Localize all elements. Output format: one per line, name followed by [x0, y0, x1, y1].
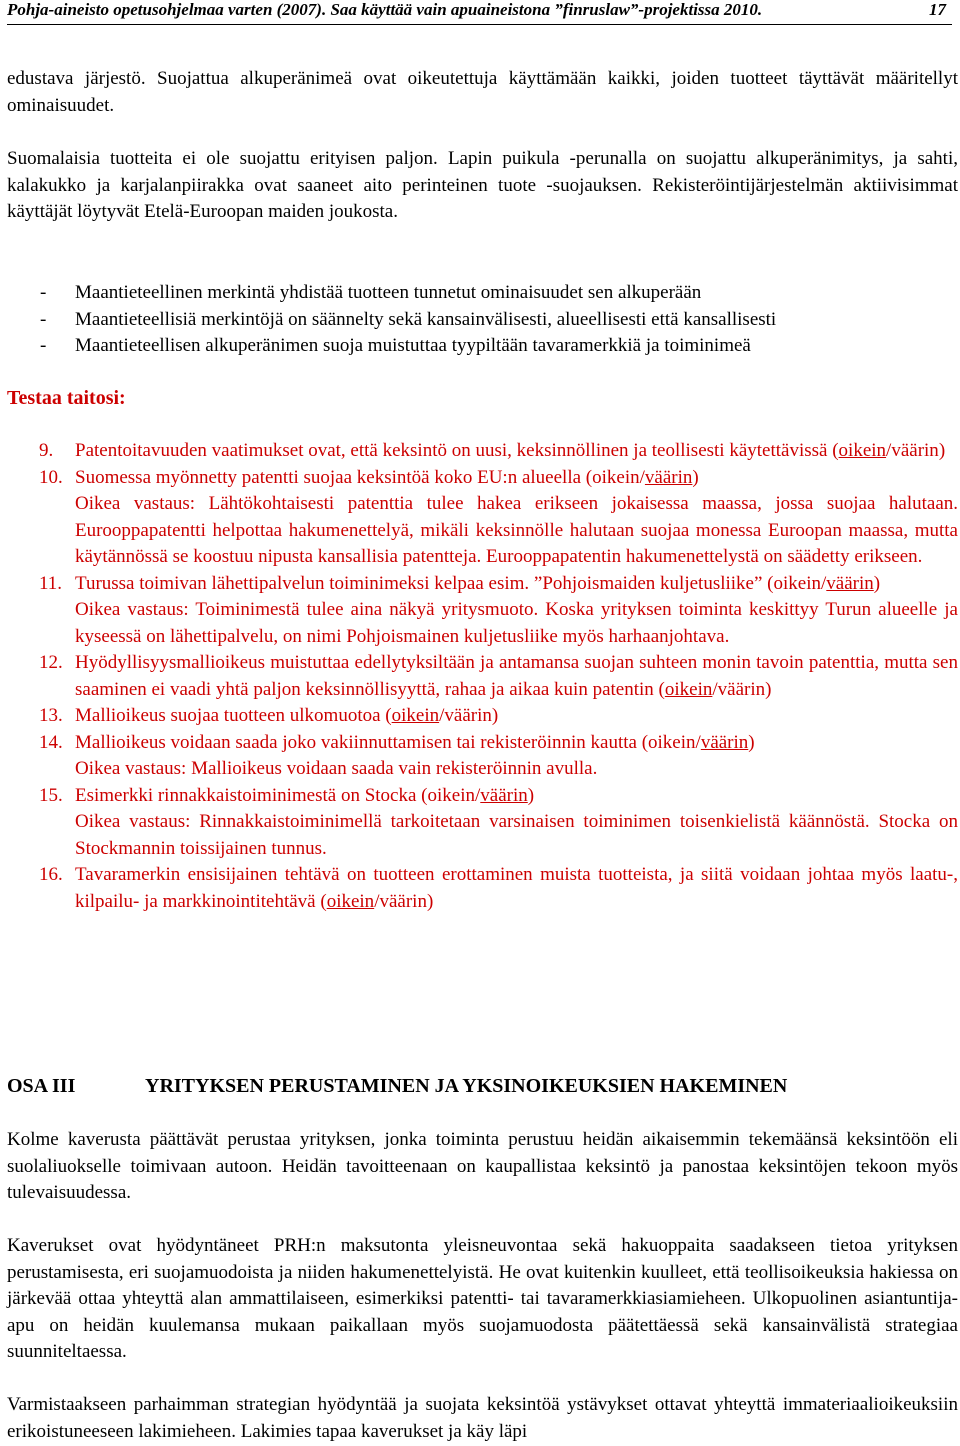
question-text: Hyödyllisyysmallioikeus muistuttaa edellytyksiltään ja antamansa suojan suhteen monin tavoin patenttia, mutta sen saaminen ei vaadi yhtä paljon keksinnöllisyyttä, rahaa ja aikaa kuin patentin (oikein/väärin)	[75, 652, 958, 700]
question-text: Patentoitavuuden vaatimukset ovat, että keksintö on uusi, keksinnöllinen ja teollisesti käytettävissä (oikein/väärin)	[75, 440, 946, 461]
finnish-products-paragraph: Suomalaisia tuotteita ei ole suojattu erityisen paljon. Lapin puikula -perunalla on suojattu alkuperänimitys, ja sahti, kalakukko ja karjalanpiirakka ovat saaneet aito perinteinen tuote -suojauksen. Rekisteröintijärjestelmän aktiivisimmat käyttäjät löytyvät Etelä-Euroopan maiden joukosta.	[7, 148, 958, 222]
question-number: 11.	[39, 572, 63, 594]
bullet-dash: -	[40, 282, 47, 303]
question-number: 9.	[39, 440, 54, 461]
page-number: 17	[929, 0, 946, 19]
correct-answer: Oikea vastaus: Mallioikeus voidaan saada vain rekisteröinnin avulla.	[75, 758, 598, 779]
answer-option-false: väärin	[644, 466, 693, 488]
answer-option-false: väärin	[700, 731, 749, 753]
question-number: 14.	[39, 731, 63, 753]
question-item	[7, 571, 958, 651]
correct-answer: Oikea vastaus: Lähtökohtaisesti patenttia tulee hakea erikseen jokaisessa maassa, jossa suojaa halutaan. Eurooppapatentti helpottaa hakumenettelyä, mikäli keksinnölle halutaan suojaa monessa Euroopan maassa, mutta käytännössä se koostuu nipusta kansallisia patentteja. Eurooppapatentin hakumenettelystä on säädetty erikseen.	[75, 493, 958, 567]
list-item	[7, 307, 958, 334]
question-item	[7, 650, 958, 703]
correct-answer: Oikea vastaus: Rinnakkaistoiminimellä tarkoitetaan varsinaisen toiminimen toisenkielistä käännöstä. Stocka on Stockmannin toissijainen tunnus.	[75, 811, 958, 859]
page-header	[7, 0, 952, 25]
answer-option-true: oikein	[773, 572, 822, 594]
section-title: YRITYKSEN PERUSTAMINEN JA YKSINOIKEUKSIEN HAKEMINEN	[145, 1075, 788, 1097]
question-text: Esimerkki rinnakkaistoiminimestä on Stocka (oikein/väärin)	[75, 784, 535, 806]
body-paragraph: Kolme kaverusta päättävät perustaa yrityksen, jonka toiminta perustuu heidän aikaisemmin tekemäänsä keksintöön eli suolaliuokselle toimivaan autoon. Heidän tavoitteenaan on kaupallistaa keksintö ja panostaa keksintöjen tekoon myös tulevaisuudessa.	[7, 1129, 958, 1203]
header-title: Pohja-aineisto opetusohjelmaa varten (2007). Saa käyttää vain apuaineistona ”finruslaw”-projektissa 2010.	[7, 0, 763, 19]
bullet-text: Maantieteellinen merkintä yhdistää tuotteen tunnetut ominaisuudet sen alkuperään	[75, 282, 702, 303]
question-item	[7, 465, 958, 571]
question-text: Suomessa myönnetty patentti suojaa keksintöä koko EU:n alueella (oikein/väärin)	[75, 466, 699, 488]
question-list	[7, 438, 958, 915]
answer-option-true: oikein	[648, 731, 696, 753]
question-item	[7, 862, 958, 915]
question-item	[7, 783, 958, 863]
question-number: 16.	[39, 864, 63, 885]
question-text: Tavaramerkin ensisijainen tehtävä on tuotteen erottaminen muista tuotteista, ja siitä voidaan johtaa myös laatu-, kilpailu- ja markkinointitehtävä (oikein/väärin)	[75, 864, 958, 912]
bullet-text: Maantieteellisen alkuperänimen suoja muistuttaa tyypiltään tavaramerkkiä ja toiminimeä	[75, 335, 751, 356]
answer-option-false: väärin	[717, 678, 766, 700]
list-item	[7, 280, 958, 307]
question-number: 12.	[39, 652, 63, 673]
answer-option-true: oikein	[326, 890, 375, 912]
answer-option-true: oikein	[427, 784, 475, 806]
body-paragraph: Kaverukset ovat hyödyntäneet PRH:n maksutonta yleisneuvontaa sekä hakuoppaita saadakseen tietoa yrityksen perustamisesta, eri suojamuodoista ja niiden hakumenettelyistä. He ovat kuitenkin kuulleet, että teollisoikeuksia hakiessa on järkevää ottaa yhteyttä alan ammattilaiseen, esimerkiksi patentti- tai tavaramerkkiasiamieheen. Ulkopuolinen asiantuntija-apu on heidän kuulemansa mukaan paikallaan myös suojamuodosta päätettäessä sekä kansainvälistä strategiaa suunniteltaessa.	[7, 1235, 958, 1362]
answer-option-false: väärin	[826, 572, 874, 594]
test-heading: Testaa taitosi:	[7, 387, 126, 409]
section-heading	[7, 1073, 788, 1100]
question-number: 13.	[39, 705, 63, 726]
question-item	[7, 730, 958, 783]
question-item	[7, 703, 958, 730]
question-number: 15.	[39, 784, 63, 806]
question-text: Turussa toimivan lähettipalvelun toiminimeksi kelpaa esim. ”Pohjoismaiden kuljetusliike” (oikein/väärin)	[75, 572, 881, 594]
bullet-dash: -	[40, 335, 47, 356]
list-item	[7, 333, 958, 360]
question-number: 10.	[39, 466, 63, 488]
answer-option-true: oikein	[592, 466, 640, 488]
body-paragraph: Varmistaakseen parhaimman strategian hyödyntää ja suojata keksintöä ystävykset ottavat yhteyttä immateriaalioikeuksiin erikoistuneeseen lakimieheen. Lakimies tapaa kaverukset ja käy läpi	[7, 1394, 958, 1442]
answer-option-true: oikein	[838, 440, 887, 461]
question-item	[7, 438, 958, 465]
answer-option-false: väärin	[379, 890, 427, 912]
answer-option-false: väärin	[444, 705, 492, 726]
answer-option-false: väärin	[480, 784, 528, 806]
intro-paragraph: edustava järjestö. Suojattua alkuperänimeä ovat oikeutettuja käyttämään kaikki, joiden tuotteet täyttävät määritellyt ominaisuudet.	[7, 68, 958, 116]
answer-option-true: oikein	[664, 678, 713, 700]
question-text: Mallioikeus suojaa tuotteen ulkomuotoa (oikein/väärin)	[75, 705, 499, 726]
bullet-text: Maantieteellisiä merkintöjä on säännelty sekä kansainvälisesti, alueellisesti että kansallisesti	[75, 308, 777, 330]
bullet-dash: -	[40, 308, 47, 330]
correct-answer: Oikea vastaus: Toiminimestä tulee aina näkyä yritysmuoto. Koska yrityksen toiminta keskittyy Turun alueelle ja kyseessä on lähettipalvelu, on nimi Pohjoismainen kuljetusliike myös harhaanjohtava.	[75, 599, 958, 647]
question-text: Mallioikeus voidaan saada joko vakiinnuttamisen tai rekisteröinnin kautta (oikein/väärin)	[75, 731, 755, 753]
bullet-list	[7, 280, 958, 360]
answer-option-true: oikein	[391, 705, 440, 726]
answer-option-false: väärin	[891, 440, 939, 461]
section-label: OSA III	[7, 1075, 76, 1097]
